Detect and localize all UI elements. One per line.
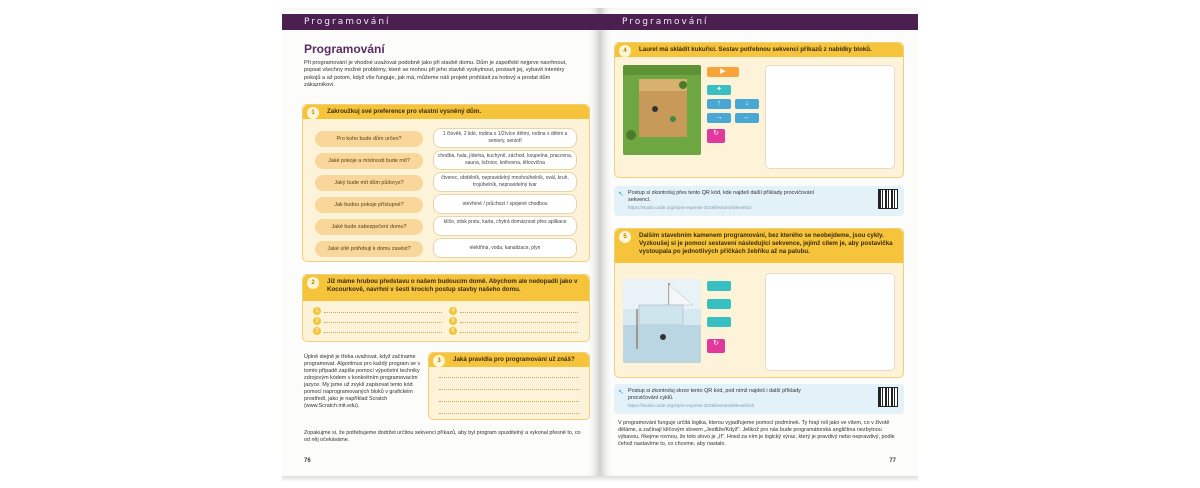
repeat-icon[interactable]: ↻ <box>707 129 725 143</box>
book-shadow <box>282 476 918 482</box>
answer-pill[interactable]: klíče, otisk prstu, karta, chytrá domácnost přes aplikace <box>433 216 577 236</box>
qr-code-icon[interactable] <box>878 387 898 407</box>
collect-block[interactable]: ✦ <box>707 85 731 95</box>
qr-code-icon[interactable] <box>878 189 898 209</box>
task-3-box <box>428 352 590 420</box>
task-4-number: 4 <box>619 45 631 57</box>
step-line[interactable]: 2 <box>313 317 442 325</box>
step-line[interactable]: 6 <box>449 327 578 335</box>
task-5-title: Dalším stavebním kamenem programování, bez kterého se neobejdeme, jsou cykly. Vyzkoušej si je pomocí sestavení následující sekvence, jejímž cílem je, aby postavička vystoupala po jednotlivých příčkách žebříku až na palubu. <box>639 232 893 255</box>
question-pill: Jak budou pokoje přístupné? <box>315 197 423 213</box>
move-block[interactable] <box>707 317 731 327</box>
step-line[interactable]: 3 <box>313 327 442 335</box>
task-3-number: 3 <box>433 355 445 367</box>
move-block[interactable] <box>707 299 731 309</box>
right-arrow-icon[interactable]: → <box>707 113 731 123</box>
down-arrow-icon[interactable]: ↓ <box>735 99 759 109</box>
page-number-right: 77 <box>889 458 896 464</box>
task-4-box <box>614 42 904 178</box>
task-1-box <box>302 104 590 262</box>
page-number-left: 76 <box>304 458 311 464</box>
qr-link-2[interactable]: https://studio.code.org/s/pre-express-2019/lessons/8/levels/10 <box>628 403 755 408</box>
question-pill: Jaké sítě potřebuji k domu zavést? <box>315 241 423 257</box>
question-pill: Pro koho bude dům určen? <box>315 131 423 147</box>
bottom-text: Zopakujme si, že potřebujeme dodržet určitou sekvenci příkazů, aby byl program spustitelný a vykonal přesně to, co od něj očekáváme. <box>304 430 581 443</box>
left-arrow-icon[interactable]: ← <box>735 113 759 123</box>
maze-game-image <box>623 65 701 155</box>
bottom-text-right: V programování funguje určitá logika, kterou vyjadřujeme pomocí podmínek. Ty hrají roli jako ve všem, co v životě děláme, a začínají klíčovým slovem „Jestliže/Když". Jelikož pro nás bude programátorská angličtina nezbytnou výbavou, říkejme rovnou, že toto slovo je „If". Hned za ním je logický výraz, který je pravdivý nebo nepravdivý, podle čehož nastavíme to, co chceme, aby nastalo. <box>618 420 895 447</box>
page-header-right: Programování <box>600 14 918 30</box>
answer-line[interactable] <box>439 389 579 390</box>
repeat-icon[interactable]: ↻ <box>707 339 725 353</box>
run-block[interactable]: ▶ <box>707 67 739 77</box>
up-arrow-icon[interactable]: ↑ <box>707 99 731 109</box>
left-page <box>282 8 600 478</box>
answer-line[interactable] <box>439 377 579 378</box>
right-page <box>600 8 918 478</box>
intro-text: Při programování je vhodné uvažovat podobně jako při stavbě domu. Dům je zapotřebí nejprve navrhnout, popsat všechny možné problémy, které se mohou při jeho stavbě vyskytnout, postavit jej, vybavit interiéry pokojů a až potom, když vše funguje, jak má, můžeme náš projekt prohlásit za hotový a prodat dům zákazníkovi. <box>304 60 567 89</box>
task-2-title: Již máme hrubou představu o našem budoucím domě. Abychom ale nedopadli jako v Kocourkově, navrhni v šesti krocích postup stavby našeho domu. <box>327 278 578 293</box>
question-pill: Jaké pokoje a místnosti bude mít? <box>315 153 423 169</box>
task-4-title: Laurel má skládit kukuřici. Sestav potřebnou sekvenci příkazů z nabídky bloků. <box>639 46 872 53</box>
cursor-icon: ↖ <box>618 191 624 198</box>
answer-line[interactable] <box>439 413 579 414</box>
qr-hint-text: Postup si zkontroluj přes tento QR kód, kde najdeš další příklady procvičování sekvencí. <box>628 190 815 203</box>
workspace-area-2[interactable] <box>765 273 895 371</box>
open-book <box>282 8 918 478</box>
step-line[interactable]: 4 <box>449 307 578 315</box>
side-text: Úplně stejně je třeba uvažovat, když začíname programovat. Algoritmus pro každý program se v tomto případě zapíše pomocí výpočetní techniky zdrojovým kódem v konkrétním programovacím jazyce. My jsme už zvyklí zapisovat tento kód pomocí naprogramovaných bloků v grafickém prostředí, jako je například Scratch (www.Scratch.mit.edu). <box>304 354 421 409</box>
answer-pill[interactable]: chodba, hala, jídelna, kuchyně, záchod, koupelna, pracovna, sauna, ložnice, knihovna, tělocvična <box>433 150 577 170</box>
answer-pill[interactable]: 1 člověk, 2 lidé, rodina s 1/2/více dětmi, rodina s dětmi a seniory, senioři <box>433 128 577 148</box>
answer-line[interactable] <box>439 401 579 402</box>
task-1-number: 1 <box>307 107 319 119</box>
move-block[interactable] <box>707 281 731 291</box>
answer-pill[interactable]: otevřené / průchozí / spojené chodbou <box>433 194 577 214</box>
step-line[interactable]: 1 <box>313 307 442 315</box>
answer-pill[interactable]: elektřina, voda, kanalizace, plyn <box>433 238 577 258</box>
page-title: Programování <box>304 42 385 56</box>
cursor-icon: ↖ <box>618 389 624 396</box>
qr-hint-box <box>614 186 904 216</box>
task-2-number: 2 <box>307 277 319 289</box>
workspace-area[interactable] <box>765 65 895 169</box>
question-pill: Jaký bude mít dům půdorys? <box>315 175 423 191</box>
task-2-box <box>302 274 590 342</box>
qr-hint-text-2: Postup si zkontroluj skrze tento QR kód, pod nímž najdeš i další příklady procvičování cyklů. <box>628 388 801 401</box>
step-line[interactable]: 5 <box>449 317 578 325</box>
task-1-title: Zakroužkuj své preference pro vlastní vysněný dům. <box>327 108 482 115</box>
qr-link[interactable]: https://studio.code.org/s/pre-express-2019/lessons/5/levels/2 <box>628 205 752 210</box>
task-3-title: Jaká pravidla pro programování už znáš? <box>453 356 575 363</box>
qr-hint-box-2 <box>614 384 904 414</box>
question-pill: Jaké bude zabezpečení domu? <box>315 219 423 235</box>
answer-pill[interactable]: čtverec, obdélník, nepravidelný mnohoúhelník, ovál, kruh, trojúhelník, nepravidelný tvar <box>433 172 577 192</box>
ladder-game-image <box>623 279 701 363</box>
task-5-number: 5 <box>619 231 631 243</box>
page-header-left: Programování <box>282 14 600 30</box>
task-5-box <box>614 228 904 378</box>
